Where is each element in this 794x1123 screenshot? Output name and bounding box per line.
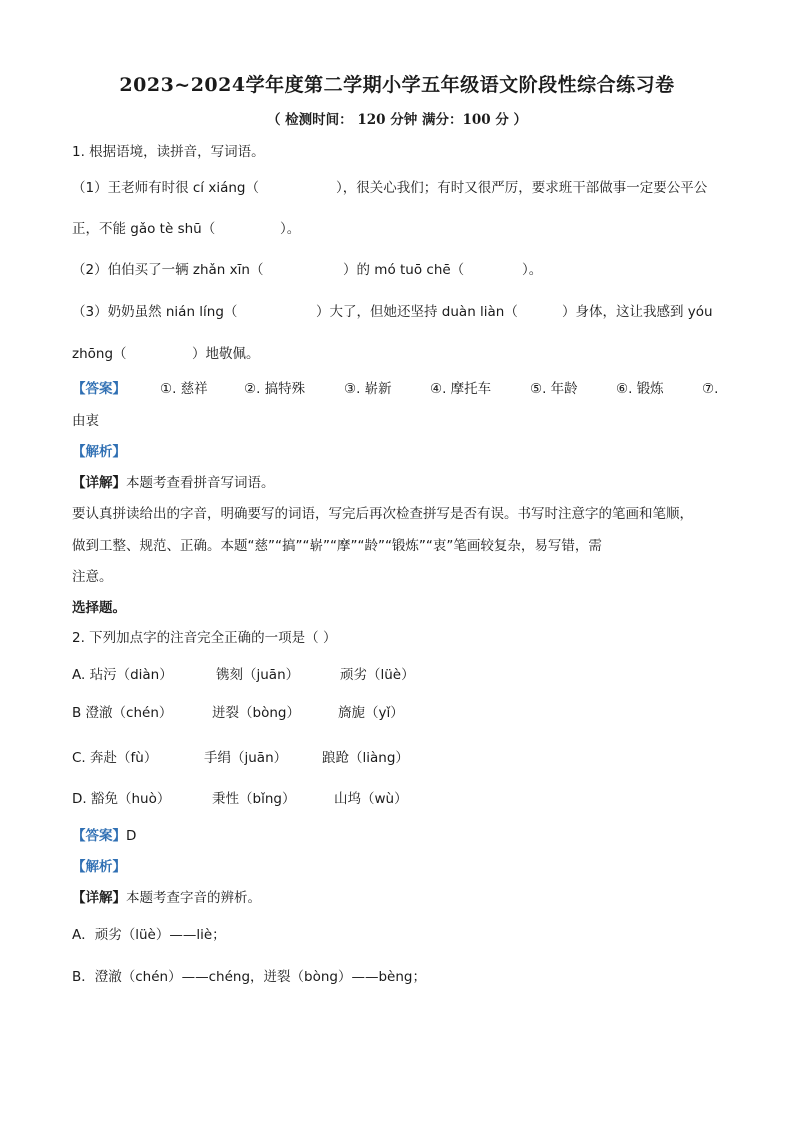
q1-detail-line3: 做到工整、规范、正确。本题“慈”“搞”“崭”“摩”“龄”“锻炼”“衷”笔画较复杂，易写错，需 <box>72 538 602 554</box>
q1-sentence3-part5: ）地敬佩。 <box>192 346 260 362</box>
q2-option-d-word3: 山坞（wù） <box>334 791 408 807</box>
q1-answer-7-value: 由衷 <box>72 413 99 429</box>
q2-explain-b: B．澄澈（chén）——chéng，迸裂（bòng）——bèng； <box>72 969 426 985</box>
q1-answer-4: ④. 摩托车 <box>430 381 492 397</box>
q1-sentence3-part3: ）身体，这让我感到 yóu <box>562 304 713 320</box>
q2-answer-line <box>72 826 136 846</box>
q2-option-c-word2: 手绢（juān） <box>204 750 288 766</box>
q1-sentence3-part2: ）大了，但她还坚持 duàn liàn（ <box>316 304 518 320</box>
q2-answer-value: D <box>126 828 137 844</box>
q1-answer-5: ⑤. 年龄 <box>530 381 578 397</box>
q1-sentence2-part2: ）的 mó tuō chē（ <box>343 262 465 278</box>
q2-option-b-word1: B 澄澈（chén） <box>72 705 173 721</box>
q1-answer-3: ③. 崭新 <box>344 381 392 397</box>
q2-option-a-word2: 镌刻（juān） <box>216 667 300 683</box>
q1-detail-line4: 注意。 <box>72 569 113 585</box>
page-title: 2023~2024学年度第二学期小学五年级语文阶段性综合练习卷 <box>119 74 675 96</box>
page-subtitle: （ 检测时间： 120 分钟 满分：100 分 ） <box>266 112 528 128</box>
q1-answer-1: ①. 慈祥 <box>160 381 208 397</box>
q2-option-b-word2: 迸裂（bòng） <box>212 705 300 721</box>
q1-detail-line2: 要认真拼读给出的字音，明确要写的词语，写完后再次检查拼写是否有误。书写时注意字的笔画和笔顺， <box>72 506 693 522</box>
q1-answer-7: ⑦. <box>702 381 719 397</box>
q1-sentence2-part1: （2）伯伯买了一辆 zhǎn xīn（ <box>72 262 264 278</box>
section-heading: 选择题。 <box>72 600 126 616</box>
q1-answer-tag: 【答案】 <box>72 381 126 397</box>
q2-option-c-word3: 踉跄（liàng） <box>322 750 409 766</box>
q2-detail-line <box>72 888 261 908</box>
q1-sentence3-part4: zhōng（ <box>72 346 127 362</box>
q2-option-d-word2: 秉性（bǐng） <box>212 791 296 807</box>
q2-option-d-word1: D. 豁免（huò） <box>72 791 171 807</box>
q2-detail-tag: 【详解】 <box>72 890 126 906</box>
q2-answer-tag: 【答案】 <box>72 828 126 844</box>
q1-sentence2-part3: ）。 <box>522 262 543 278</box>
q2-option-a-word3: 顽劣（lüè） <box>340 667 415 683</box>
q1-sentence1-part4: ）。 <box>280 221 301 237</box>
q2-detail-text: 本题考查字音的辨析。 <box>126 890 261 906</box>
q1-detail-tag: 【详解】 <box>72 475 126 491</box>
q1-analysis-tag: 【解析】 <box>72 444 126 460</box>
q2-option-a-word1: A. 玷污（diàn） <box>72 667 173 683</box>
q1-stem: 1. 根据语境，读拼音，写词语。 <box>72 144 265 160</box>
q2-analysis-tag: 【解析】 <box>72 859 126 875</box>
q1-sentence1-part1: （1）王老师有时很 cí xiáng（ <box>72 180 259 196</box>
q1-detail-line1 <box>72 473 275 493</box>
q1-sentence1-part3: 正，不能 gǎo tè shū（ <box>72 221 216 237</box>
q2-option-c-word1: C. 奔赴（fù） <box>72 750 158 766</box>
q1-detail-text1: 本题考查看拼音写词语。 <box>126 475 275 491</box>
q1-sentence1-part2: ），很关心我们；有时又很严厉，要求班干部做事一定要公平公 <box>336 180 708 196</box>
q1-sentence3-part1: （3）奶奶虽然 nián líng（ <box>72 304 238 320</box>
q2-option-b-word3: 旖旎（yǐ） <box>338 705 404 721</box>
q2-stem: 2. 下列加点字的注音完全正确的一项是（ ） <box>72 630 337 646</box>
q2-explain-a: A．顽劣（lüè）——liè； <box>72 927 226 943</box>
q1-answer-2: ②. 搞特殊 <box>244 381 306 397</box>
q1-answer-6: ⑥. 锻炼 <box>616 381 664 397</box>
